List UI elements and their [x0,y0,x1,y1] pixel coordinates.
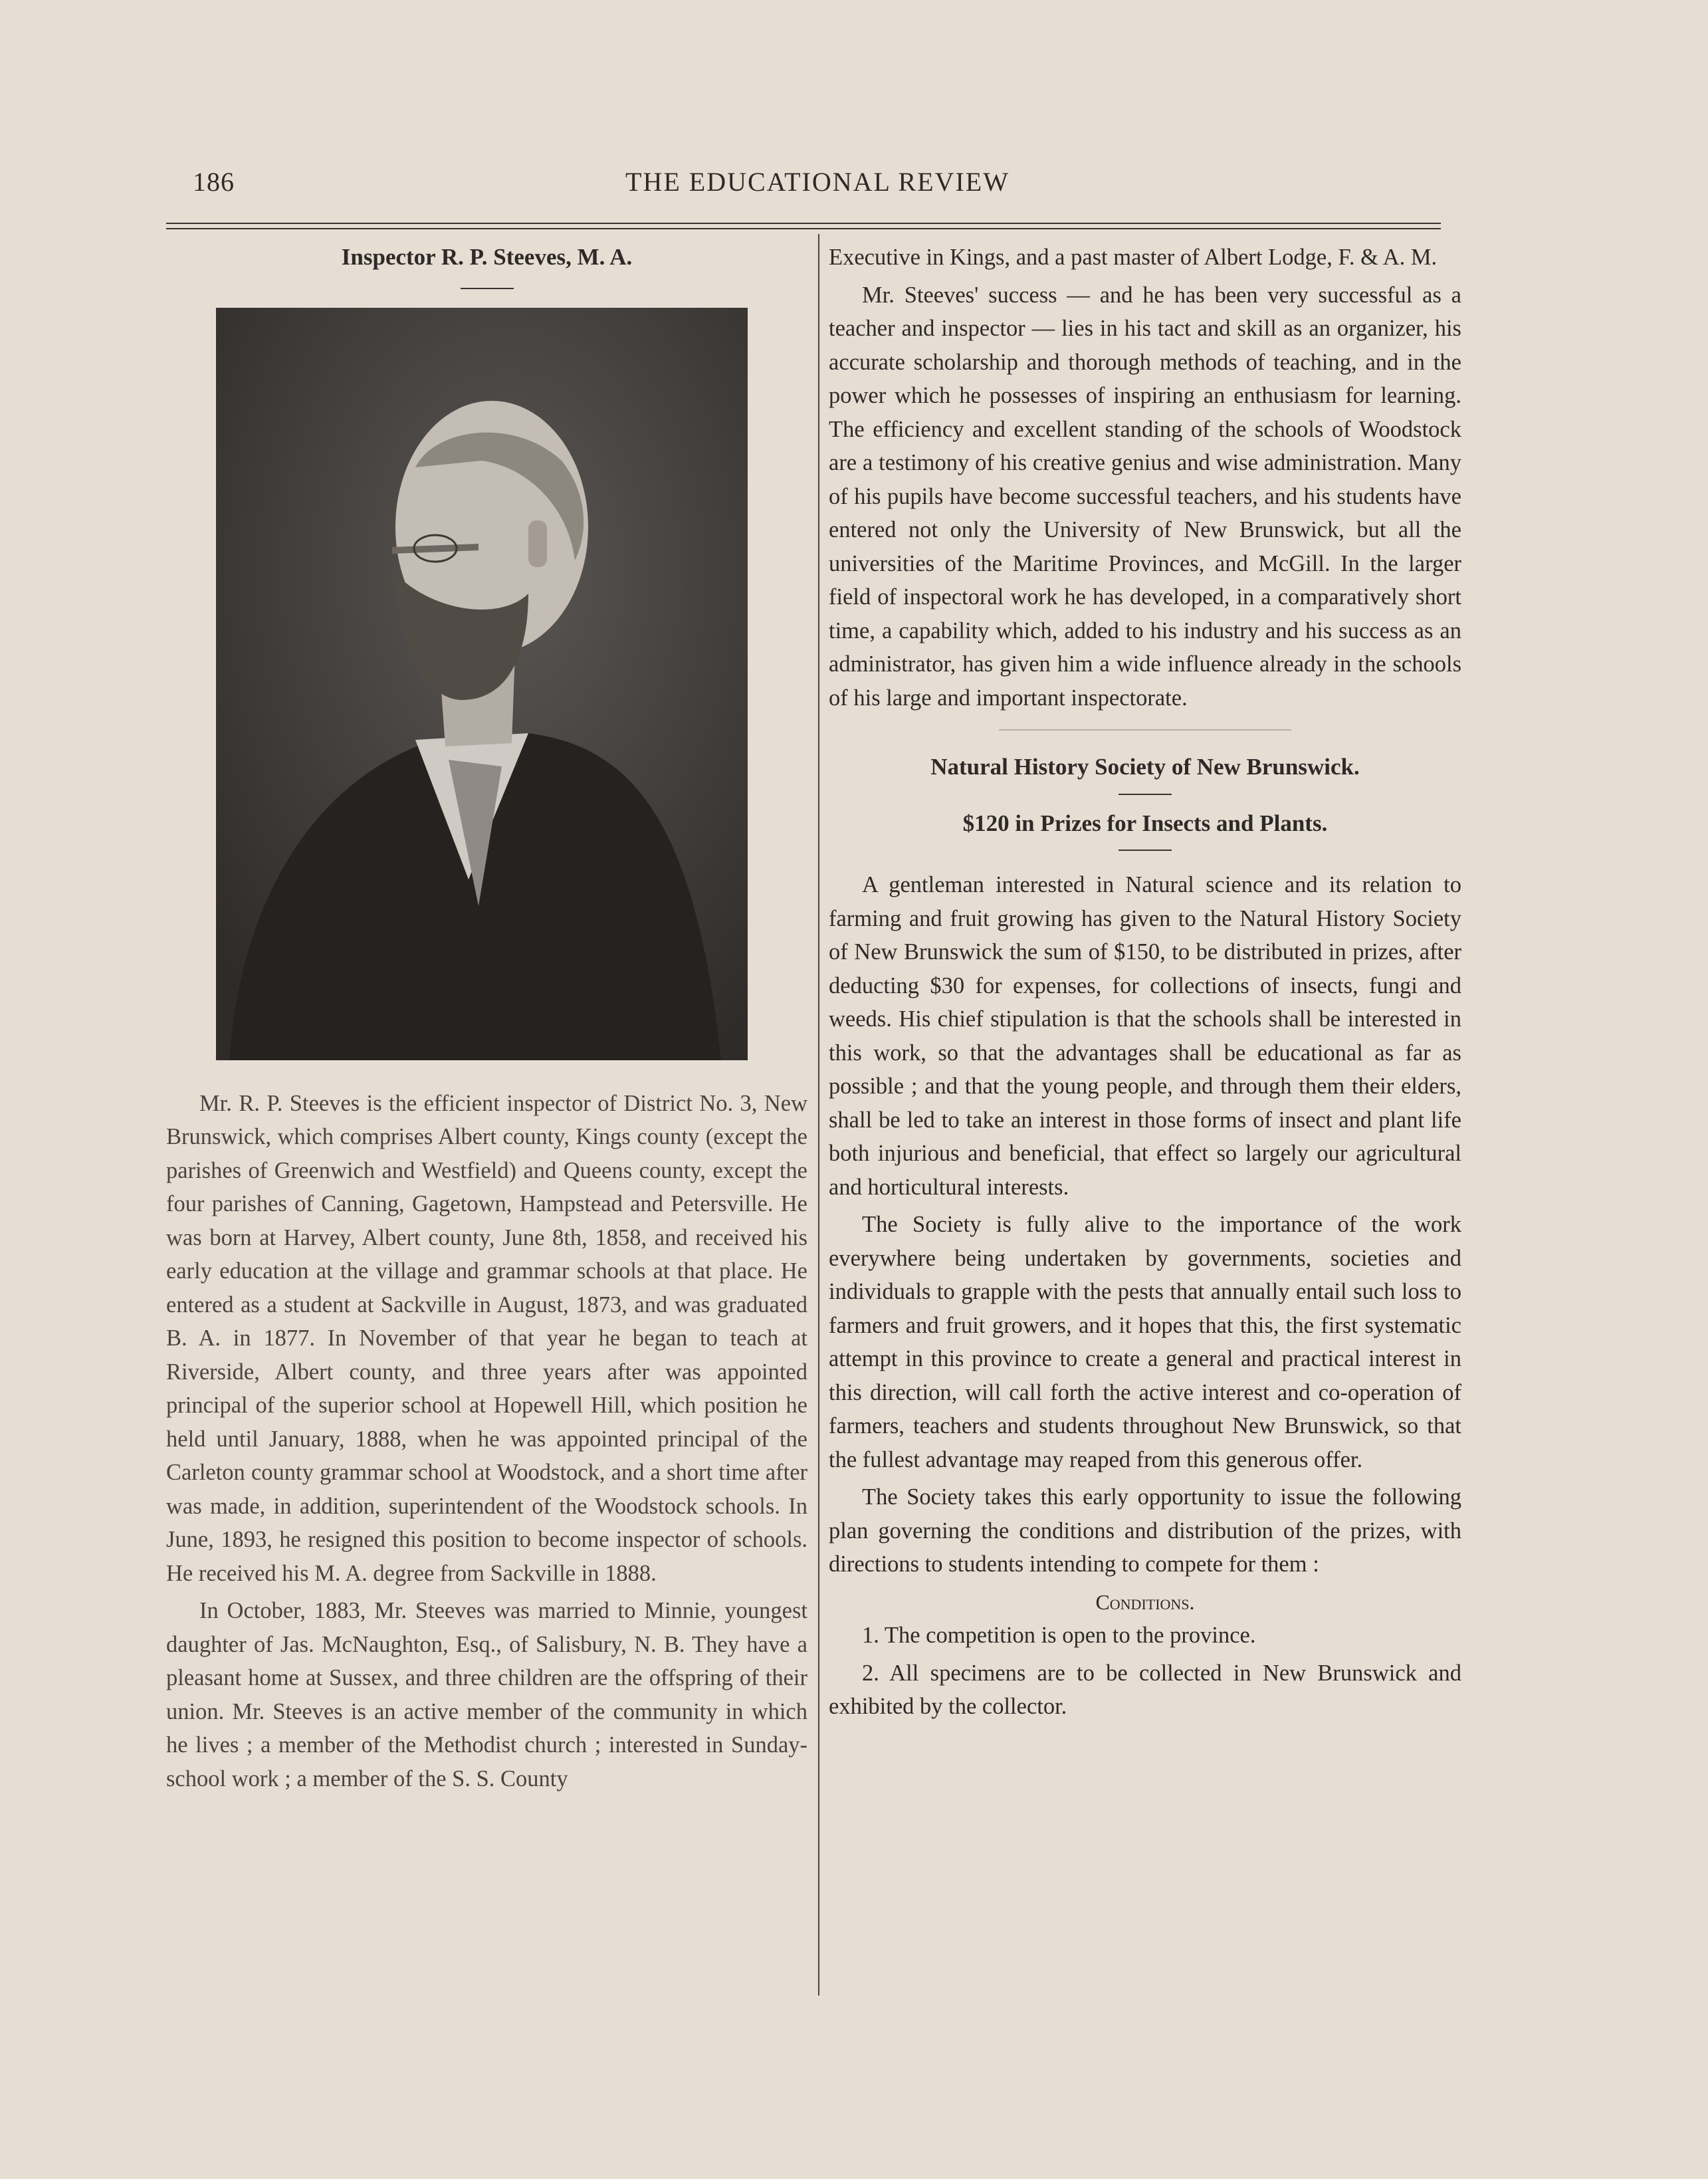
biography-paragraph: Mr. R. P. Steeves is the efficient inspector of District No. 3, New Brunswick, which comprises Albert county, Kings county (except the parishes of Greenwich and Westfield) and Queens county, except the four parishes of Canning, Gagetown, Hampstead and Petersville. He was born at Harvey, Albert county, June 8th, 1858, and received his early education at the village and grammar schools at that place. He entered as a student at Sackville in August, 1873, and was graduated B. A. in 1877. In November of that year he began to teach at Riverside, Albert county, and three years after was appointed principal of the superior school at Hopewell Hill, which position he held until January, 1888, when he was appointed principal of the Carleton county grammar school at Woodstock, and a short time after was made, in addition, superintendent of the Woodstock schools. In June, 1893, he resigned this position to become inspector of schools. He received his M. A. degree from Sackville in 1888. [166,1090,807,1586]
steeves-biography [166,1087,807,1796]
article-paragraph: The Society takes this early opportunity to issue the following plan governing the conditions and distribution of the prizes, with directions to students intending to compete for them : [829,1484,1461,1577]
article-title-steeves: Inspector R. P. Steeves, M. A. [341,244,633,270]
condition-item: 2. All specimens are to be collected in New Brunswick and exhibited by the collector. [829,1660,1461,1719]
condition-item: 1. The competition is open to the province. [862,1623,1256,1648]
page-number: 186 [193,167,235,197]
title-rule [461,288,514,289]
portrait-photo [216,308,748,1060]
section-divider [999,729,1291,731]
biography-continuation: Executive in Kings, and a past master of Albert Lodge, F. & A. M. [829,245,1438,270]
header-rule-top [166,223,1441,224]
article-paragraph: The Society is fully alive to the importance of the work everywhere being undertaken by governments, societies and individuals to grapple with the pests that annually entail such loss to farmers and fruit growers, and it hopes that this, the first systematic attempt in this province to create a general and practical interest in this direction, will call forth the active interest and co-operation of farmers, teachers and students throughout New Brunswick, so that the fullest advantage may reaped from this generous offer. [829,1212,1461,1472]
header-rule-bottom [166,228,1441,229]
running-head [193,166,1442,199]
column-divider [818,234,819,1996]
subtitle-rule [1119,850,1172,851]
right-column [829,241,1461,1728]
prizes-subtitle: $120 in Prizes for Insects and Plants. [962,810,1328,836]
natural-history-title: Natural History Society of New Brunswick. [930,754,1360,780]
article-paragraph: A gentleman interested in Natural science and its relation to farming and fruit growing has given to the Natural History Society of New Brunswick the sum of $150, to be distributed in prizes, after deducting $30 for expenses, for collections of insects, fungi and weeds. His chief stipulation is that the schools shall be interested in this work, so that the advantages shall be educational as far as possible ; and that the young people, and through them their elders, shall be led to take an interest in those forms of insect and plant life both injurious and beneficial, that effect so largely our agricultural and horticultural interests. [829,872,1461,1200]
biography-paragraph: In October, 1883, Mr. Steeves was married to Minnie, youngest daughter of Jas. McNaughton, Esq., of Salisbury, N. B. They have a pleasant home at Sussex, and three children are the offspring of their union. Mr. Steeves is an active member of the community in which he lives ; a member of the Methodist church ; interested in Sunday-school work ; a member of the S. S. County [166,1598,807,1791]
biography-paragraph: Mr. Steeves' success — and he has been very successful as a teacher and inspector — lies in his tact and skill as an organizer, his accurate scholarship and thorough methods of teaching, and in the power which he possesses of inspiring an enthusiasm for learning. The efficiency and excellent standing of the schools of Woodstock are a testimony of his creative genius and wise administration. Many of his pupils have become successful teachers, and his students have entered not only the University of New Brunswick, but all the universities of the Maritime Provinces, and McGill. In the larger field of inspectoral work he has developed, in a comparatively short time, a capability which, added to his industry and his success as an administrator, has given him a wide influence already in the schools of his large and important inspectorate. [829,282,1461,711]
title-rule [1119,794,1172,795]
conditions-heading: Conditions. [1095,1589,1195,1614]
journal-title: THE EDUCATIONAL REVIEW [625,167,1010,197]
portrait-photograph-icon [216,308,748,1060]
left-column [166,241,807,1799]
